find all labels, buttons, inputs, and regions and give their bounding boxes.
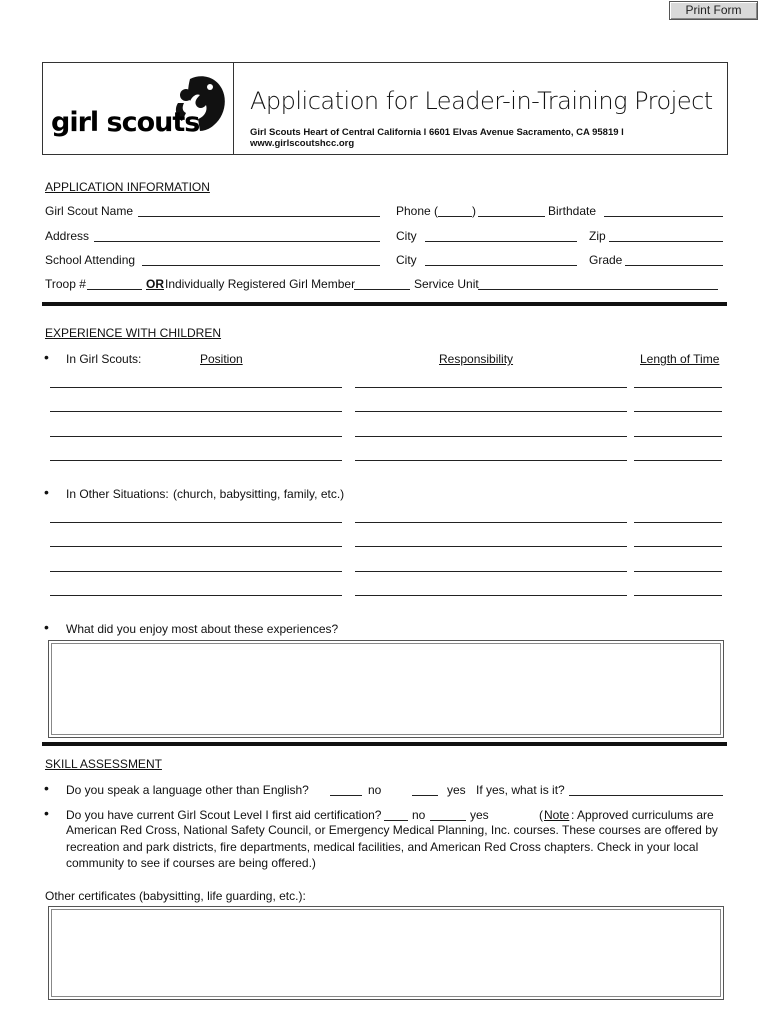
gs-responsibility-field[interactable] (355, 411, 627, 412)
section-divider (42, 742, 727, 746)
enjoy-question: What did you enjoy most about these experiences? (66, 622, 339, 636)
other-length-field[interactable] (634, 571, 722, 572)
address-label: Address (45, 229, 90, 243)
first-aid-yes-field[interactable] (430, 820, 466, 821)
troop-label: Troop # (45, 277, 86, 291)
service-unit-label: Service Unit (414, 277, 479, 291)
language-yes-label: yes (447, 783, 466, 797)
other-length-field[interactable] (634, 522, 722, 523)
language-no-field[interactable] (330, 795, 362, 796)
name-label: Girl Scout Name (45, 204, 134, 218)
bullet-icon: • (44, 805, 49, 821)
bullet-icon: • (44, 484, 49, 500)
position-column-header: Position (200, 352, 243, 366)
gs-length-field[interactable] (634, 387, 722, 388)
first-aid-yes-label: yes (470, 808, 489, 822)
section-divider (42, 302, 727, 306)
other-certificates-label: Other certificates (babysitting, life guarding, etc.): (45, 889, 306, 903)
bullet-icon: • (44, 780, 49, 796)
other-situations-hint: (church, babysitting, family, etc.) (173, 487, 345, 501)
gs-position-field[interactable] (50, 387, 342, 388)
note-label: Note (544, 808, 570, 822)
enjoy-textarea[interactable] (48, 640, 724, 738)
other-length-field[interactable] (634, 595, 722, 596)
language-question: Do you speak a language other than English? (66, 783, 309, 797)
bullet-icon: • (44, 349, 49, 365)
gs-position-field[interactable] (50, 460, 342, 461)
language-followup: If yes, what is it? (476, 783, 565, 797)
application-heading: APPLICATION INFORMATION (45, 180, 210, 194)
other-position-field[interactable] (50, 571, 342, 572)
language-no-label: no (368, 783, 382, 797)
gs-length-field[interactable] (634, 411, 722, 412)
school-city-label: City (396, 253, 417, 267)
grade-field[interactable] (625, 265, 723, 266)
gs-responsibility-field[interactable] (355, 387, 627, 388)
troop-field[interactable] (87, 289, 142, 290)
zip-field[interactable] (609, 241, 723, 242)
note-text: : Approved curriculums are (571, 808, 714, 822)
in-girl-scouts-label: In Girl Scouts: (66, 352, 142, 366)
phone-label: Phone ( (396, 204, 439, 218)
experience-heading: EXPERIENCE WITH CHILDREN (45, 326, 222, 340)
first-aid-question: Do you have current Girl Scout Level I first aid certification? (66, 808, 382, 822)
print-form-button[interactable]: Print Form (669, 1, 758, 20)
gs-responsibility-field[interactable] (355, 436, 627, 437)
organization-address: Girl Scouts Heart of Central California l 6601 Elvas Avenue Sacramento, CA 95819 l www.girlscoutshcc.org (250, 127, 624, 149)
other-responsibility-field[interactable] (355, 595, 627, 596)
name-field[interactable] (138, 216, 380, 217)
page-title: Application for Leader-in-Training Project (250, 87, 713, 115)
or-label: OR (146, 277, 164, 291)
other-position-field[interactable] (50, 546, 342, 547)
phone-field[interactable] (478, 216, 545, 217)
other-responsibility-field[interactable] (355, 571, 627, 572)
first-aid-no-label: no (412, 808, 426, 822)
other-situations-label: In Other Situations: (66, 487, 169, 501)
gs-length-field[interactable] (634, 460, 722, 461)
bullet-icon: • (44, 619, 49, 635)
school-field[interactable] (142, 265, 380, 266)
gs-position-field[interactable] (50, 436, 342, 437)
language-name-field[interactable] (569, 795, 723, 796)
zip-label: Zip (589, 229, 606, 243)
city-label: City (396, 229, 417, 243)
city-field[interactable] (425, 241, 577, 242)
service-unit-field[interactable] (478, 289, 718, 290)
other-length-field[interactable] (634, 546, 722, 547)
individual-member-field[interactable] (354, 289, 410, 290)
gs-responsibility-field[interactable] (355, 460, 627, 461)
other-position-field[interactable] (50, 522, 342, 523)
skill-heading: SKILL ASSESSMENT (45, 757, 162, 771)
school-label: School Attending (45, 253, 136, 267)
responsibility-column-header: Responsibility (439, 352, 514, 366)
other-responsibility-field[interactable] (355, 546, 627, 547)
first-aid-no-field[interactable] (384, 820, 408, 821)
other-responsibility-field[interactable] (355, 522, 627, 523)
phone-area-field[interactable] (438, 216, 472, 217)
birthdate-label: Birthdate (548, 204, 597, 218)
birthdate-field[interactable] (604, 216, 723, 217)
individual-member-label: Individually Registered Girl Member (165, 277, 356, 291)
note-paren: ( (539, 808, 543, 822)
note-continuation: American Red Cross, National Safety Council, or Emergency Medical Planning, Inc. courses. These courses are offered by recreation and park districts, fire departments, medical facilities, and American Red Cross chapters. Check in your local community to see if courses are being offered.) (66, 823, 718, 870)
address-field[interactable] (94, 241, 380, 242)
school-city-field[interactable] (425, 265, 577, 266)
phone-close: ) (472, 204, 476, 218)
gs-position-field[interactable] (50, 411, 342, 412)
length-of-time-column-header: Length of Time (640, 352, 720, 366)
form-header (42, 62, 728, 155)
language-yes-field[interactable] (412, 795, 438, 796)
other-certificates-textarea[interactable] (48, 906, 724, 1000)
logo-wordmark: girl scouts (51, 107, 200, 138)
header-divider (233, 63, 234, 154)
grade-label: Grade (589, 253, 623, 267)
other-position-field[interactable] (50, 595, 342, 596)
gs-length-field[interactable] (634, 436, 722, 437)
